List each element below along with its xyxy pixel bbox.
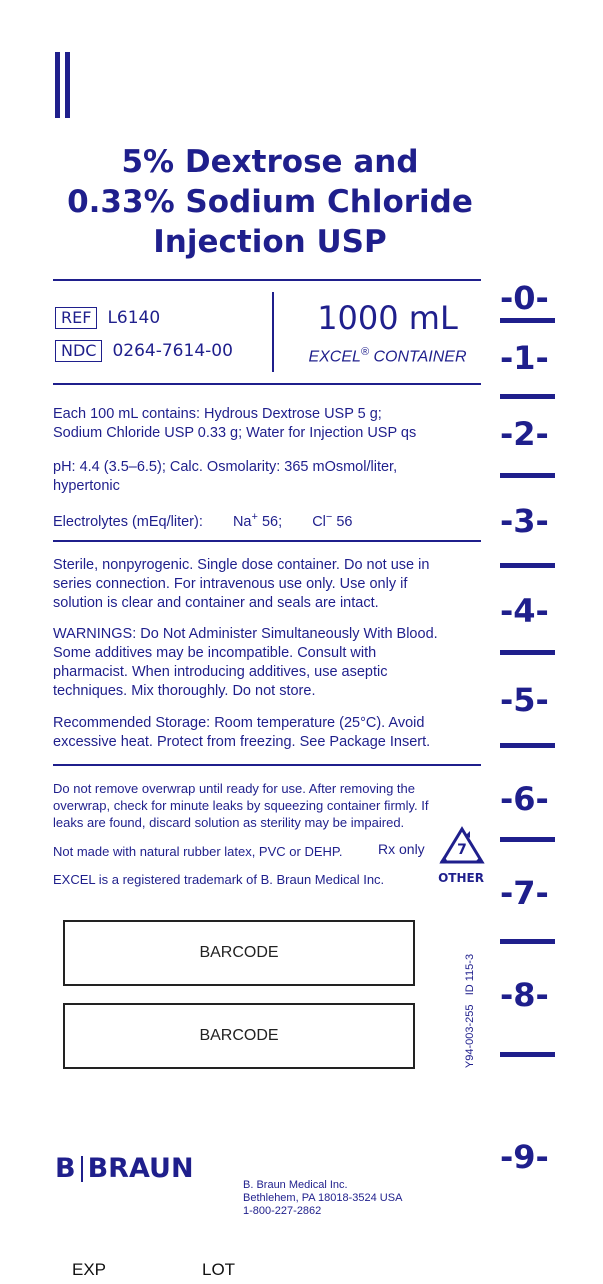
container-word: CONTAINER [373, 348, 467, 366]
overwrap-line-1: Do not remove overwrap until ready for use. After removing the [53, 781, 416, 796]
storage-text [53, 714, 493, 752]
electrolytes [53, 508, 483, 532]
manufacturer-phone: 1-800-227-2862 [243, 1205, 322, 1217]
bbraun-logo [55, 1154, 194, 1184]
title-line-1: 5% Dextrose and [121, 144, 419, 180]
volume-amount: 1000 mL [317, 299, 458, 337]
divider [53, 279, 481, 281]
usage-line-1: Sterile, nonpyrogenic. Single dose container. Do not use in [53, 557, 430, 573]
graduation-4: -4- [500, 592, 549, 630]
graduation-0: -0- [500, 279, 549, 317]
barcode-bottom: BARCODE [63, 1003, 415, 1069]
graduation-tick [500, 473, 555, 478]
exp-label: EXP [72, 1260, 107, 1279]
graduation-tick [500, 318, 555, 323]
graduation-5: -5- [500, 681, 549, 719]
graduation-8: -8- [500, 976, 549, 1014]
vertical-divider [272, 292, 274, 372]
graduation-tick [500, 1052, 555, 1057]
ndc-row [55, 340, 233, 362]
composition [53, 405, 483, 443]
usage-line-2: series connection. For intravenous use only. Use only if [53, 576, 408, 592]
warnings-line-3: pharmacist. When introducing additives, use aseptic [53, 664, 388, 680]
rx-only: Rx only [378, 841, 425, 857]
title-line-2: 0.33% Sodium Chloride [67, 184, 473, 220]
usage-text [53, 556, 483, 613]
graduation-7: -7- [500, 874, 549, 912]
warnings-label: WARNINGS: [53, 626, 137, 642]
overwrap-line-2: overwrap, check for minute leaks by squeezing container firmly. If [53, 798, 429, 813]
composition-line-2: Sodium Chloride USP 0.33 g; Water for Injection USP qs [53, 425, 417, 441]
warnings-text [53, 625, 493, 701]
vertical-code: Y94-003-255 ID 115-3 [464, 953, 476, 1069]
graduation-tick [500, 394, 555, 399]
latex-note: Not made with natural rubber latex, PVC or DEHP. [53, 844, 343, 859]
chloride-value: 56 [336, 513, 353, 530]
ndc-value: 0264-7614-00 [112, 341, 233, 361]
ph-osmolarity [53, 458, 483, 496]
graduation-tick [500, 939, 555, 944]
composition-line-1: Each 100 mL contains: Hydrous Dextrose USP 5 g; [53, 406, 382, 422]
title-line-3: Injection USP [153, 224, 387, 260]
usage-line-3: solution is clear and container and seals are intact. [53, 595, 379, 611]
product-title [20, 142, 520, 262]
container-brand: EXCEL [308, 348, 361, 366]
logo-braun: BRAUN [87, 1153, 194, 1184]
graduation-3: -3- [500, 502, 549, 540]
container-type [290, 342, 485, 367]
top-double-bar-mark [55, 52, 71, 118]
graduation-tick [500, 743, 555, 748]
trademark-note: EXCEL is a registered trademark of B. Braun Medical Inc. [53, 872, 385, 887]
chloride-symbol: Cl [312, 513, 326, 530]
divider [53, 764, 481, 766]
sodium-symbol: Na [232, 513, 252, 530]
storage-line-1: Recommended Storage: Room temperature (25°C). Avoid [53, 715, 425, 731]
recycle-number: 7 [457, 842, 467, 858]
ref-row [55, 307, 160, 329]
graduation-1: -1- [500, 339, 549, 377]
logo-b: B [55, 1153, 76, 1184]
ref-label: REF [55, 307, 97, 329]
recycle-label: OTHER [438, 871, 484, 885]
divider [53, 383, 481, 385]
logo-separator [81, 1156, 83, 1182]
registered-mark: ® [360, 346, 370, 358]
manufacturer-info [243, 1179, 402, 1218]
graduation-tick [500, 563, 555, 568]
graduation-tick [500, 650, 555, 655]
lot-label: LOT [202, 1260, 236, 1279]
manufacturer-name: B. Braun Medical Inc. [243, 1179, 348, 1191]
overwrap-text [53, 780, 493, 831]
storage-line-2: excessive heat. Protect from freezing. See Package Insert. [53, 734, 431, 750]
warnings-line-2: Some additives may be incompatible. Consult with [53, 645, 377, 661]
overwrap-line-3: leaks are found, discard solution as sterility may be impaired. [53, 815, 405, 830]
ph-line-1: pH: 4.4 (3.5–6.5); Calc. Osmolarity: 365 mOsmol/liter, [53, 459, 398, 475]
divider [53, 540, 481, 542]
graduation-6: -6- [500, 780, 549, 818]
sodium-charge: + [251, 511, 258, 523]
barcode-top: BARCODE [63, 920, 415, 986]
warnings-line-1: Do Not Administer Simultaneously With Blood. [136, 626, 438, 642]
graduation-9: -9- [500, 1138, 549, 1176]
ndc-label: NDC [55, 340, 102, 362]
ref-value: L6140 [107, 308, 161, 328]
ph-line-2: hypertonic [53, 478, 120, 494]
electrolytes-label: Electrolytes (mEq/liter): [53, 513, 203, 530]
warnings-line-4: techniques. Mix thoroughly. Do not store. [53, 683, 316, 699]
graduation-2: -2- [500, 415, 549, 453]
manufacturer-address: Bethlehem, PA 18018-3524 USA [243, 1192, 403, 1204]
chloride-charge: − [325, 511, 333, 523]
graduation-tick [500, 837, 555, 842]
sodium-value: 56; [261, 513, 283, 530]
